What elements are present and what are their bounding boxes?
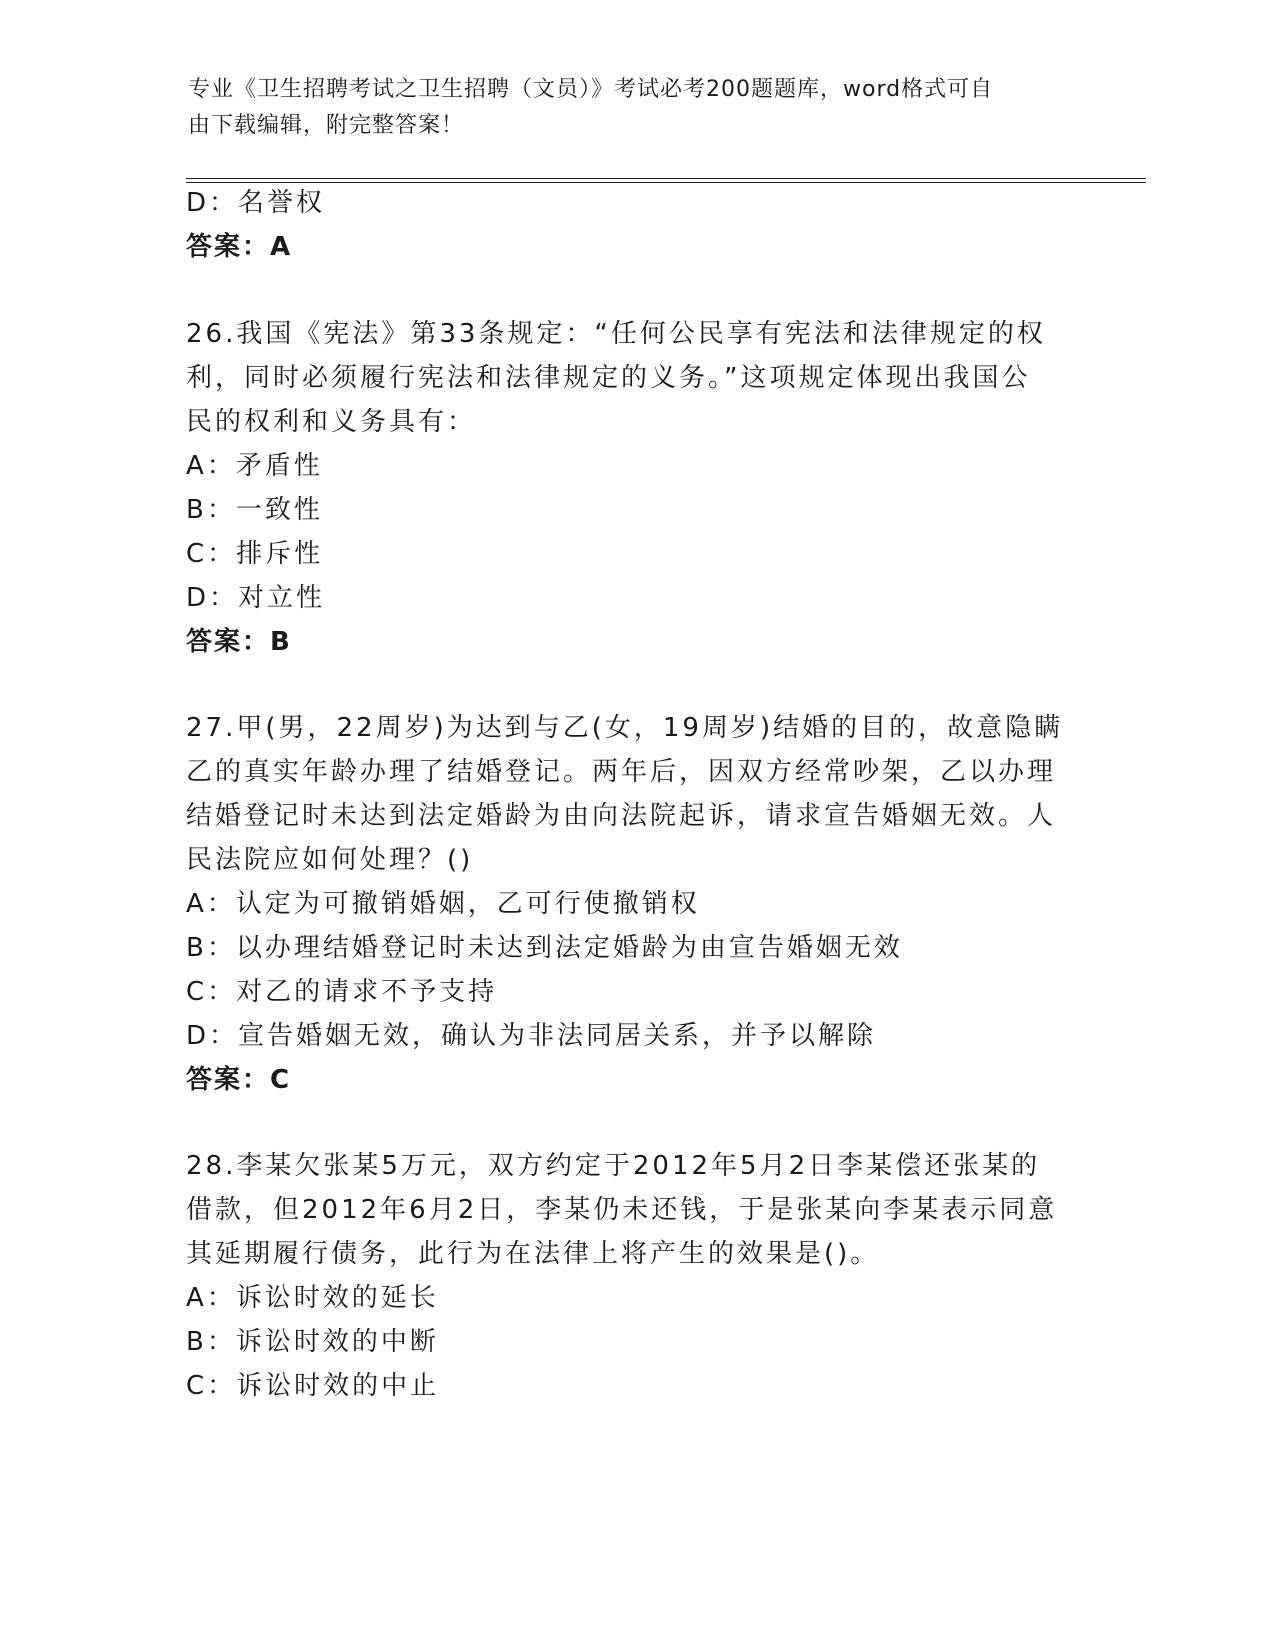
q28-text-line-2: 借款，但2012年6月2日，李某仍未还钱，于是张某向李某表示同意 bbox=[186, 1195, 1058, 1225]
q27-option-d: D：宣告婚姻无效，确认为非法同居关系，并予以解除 bbox=[186, 1021, 877, 1051]
q25-option-d: D：名誉权 bbox=[186, 188, 326, 218]
header-line-1: 专业《卫生招聘考试之卫生招聘（文员）》考试必考200题题库，word格式可自 bbox=[188, 77, 994, 102]
q26-text-line-1: 26.我国《宪法》第33条规定：“任何公民享有宪法和法律规定的权 bbox=[186, 319, 1046, 349]
document-header bbox=[188, 72, 1068, 144]
q27-answer: 答案：C bbox=[186, 1065, 292, 1095]
q26-text-line-3: 民的权利和义务具有： bbox=[186, 407, 477, 437]
q26-option-b: B：一致性 bbox=[186, 495, 323, 525]
q26-answer: 答案：B bbox=[186, 627, 292, 657]
q27-text-line-3: 结婚登记时未达到法定婚龄为由向法院起诉，请求宣告婚姻无效。人 bbox=[186, 801, 1057, 831]
q26-text-line-2: 利，同时必须履行宪法和法律规定的义务。”这项规定体现出我国公 bbox=[186, 363, 1031, 393]
q26-option-a: A：矛盾性 bbox=[186, 451, 323, 481]
header-divider-bottom bbox=[186, 182, 1146, 183]
q27-option-a: A：认定为可撤销婚姻，乙可行使撤销权 bbox=[186, 889, 700, 919]
q28-option-b: B：诉讼时效的中断 bbox=[186, 1327, 439, 1357]
q27-option-c: C：对乙的请求不予支持 bbox=[186, 977, 498, 1007]
q27-text-line-4: 民法院应如何处理？() bbox=[186, 845, 474, 875]
header-divider-top bbox=[186, 178, 1146, 179]
q27-text-line-1: 27.甲(男，22周岁)为达到与乙(女，19周岁)结婚的目的，故意隐瞒 bbox=[186, 713, 1064, 743]
header-line-2: 由下载编辑，附完整答案！ bbox=[188, 113, 465, 138]
q28-text-line-3: 其延期履行债务，此行为在法律上将产生的效果是()。 bbox=[186, 1239, 880, 1269]
q25-answer: 答案：A bbox=[186, 232, 293, 262]
q28-text-line-1: 28.李某欠张某5万元，双方约定于2012年5月2日李某偿还张某的 bbox=[186, 1151, 1041, 1181]
q28-option-a: A：诉讼时效的延长 bbox=[186, 1283, 439, 1313]
q26-option-c: C：排斥性 bbox=[186, 539, 324, 569]
q28-option-c: C：诉讼时效的中止 bbox=[186, 1371, 440, 1401]
q27-option-b: B：以办理结婚登记时未达到法定婚龄为由宣告婚姻无效 bbox=[186, 933, 903, 963]
q26-option-d: D：对立性 bbox=[186, 583, 326, 613]
q27-text-line-2: 乙的真实年龄办理了结婚登记。两年后，因双方经常吵架，乙以办理 bbox=[186, 757, 1057, 787]
